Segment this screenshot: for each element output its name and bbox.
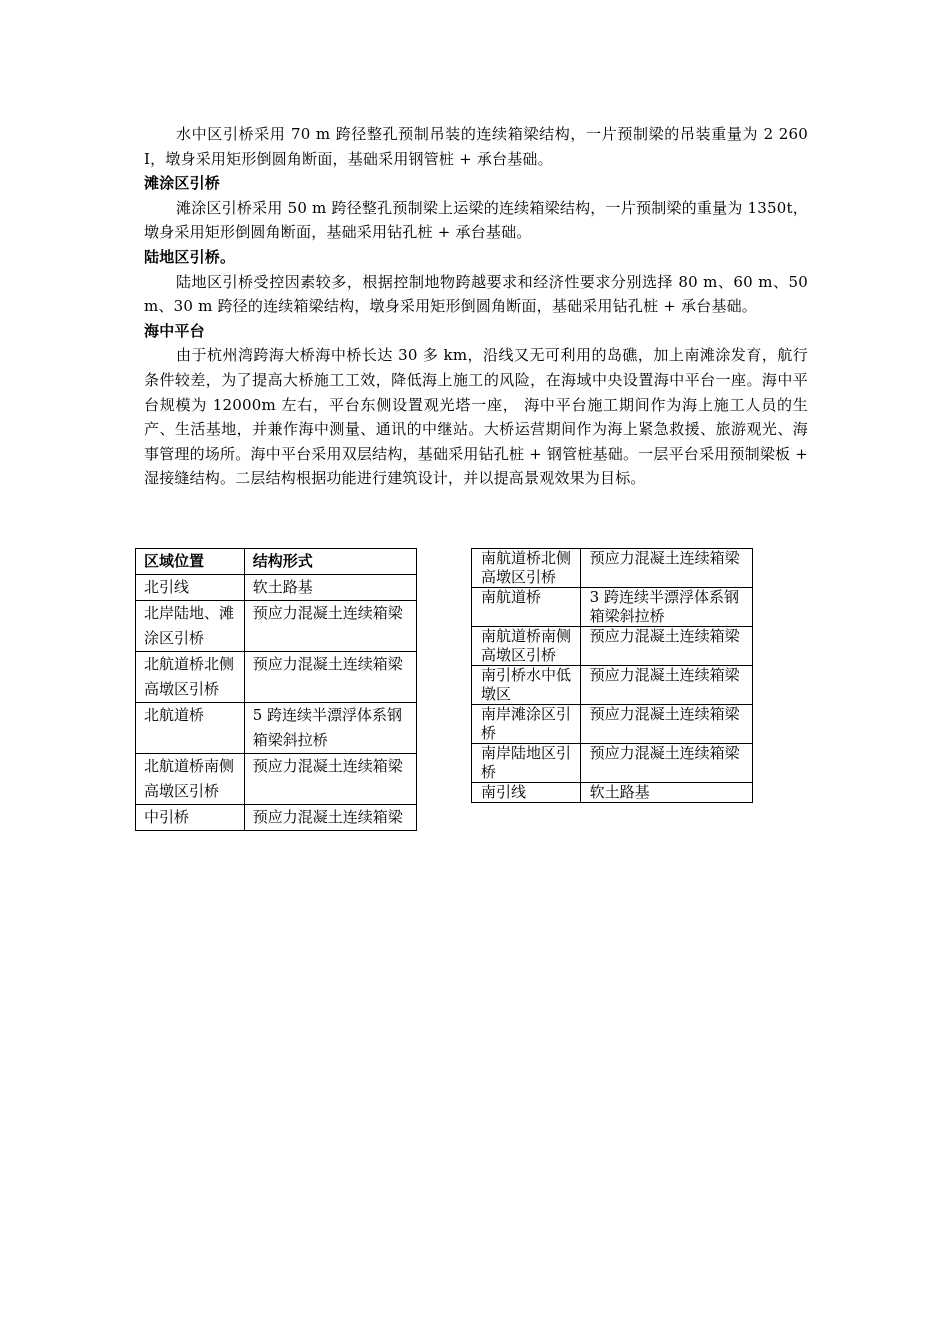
region-cell: 北引线 [136,575,245,601]
structure-cell: 3 跨连续半漂浮体系钢箱梁斜拉桥 [580,588,752,627]
structure-cell: 软土路基 [244,575,416,601]
table-row [472,627,753,666]
paragraph-land-approach: 陆地区引桥受控因素较多，根据控制地物跨越要求和经济性要求分别选择 80 m、60 m、50 m、30 m 跨径的连续箱梁结构，墩身采用矩形倒圆角断面，基础采用钻孔桩 + 承台基础。 [144,272,808,316]
table-row [136,575,417,601]
structure-cell: 预应力混凝土连续箱梁 [580,666,752,705]
structure-cell: 5 跨连续半漂浮体系钢箱梁斜拉桥 [244,703,416,754]
table-row [472,666,753,705]
table-row [136,652,417,703]
header-structure: 结构形式 [244,549,416,575]
structure-cell: 预应力混凝土连续箱梁 [244,754,416,805]
region-cell: 南航道桥南侧高墩区引桥 [472,627,581,666]
region-cell: 南引线 [472,783,581,803]
table-row [472,705,753,744]
table-row [472,549,753,588]
table-row [472,744,753,783]
structure-cell: 软土路基 [580,783,752,803]
region-cell: 北航道桥北侧高墩区引桥 [136,652,245,703]
paragraph-tidal-flat-approach: 滩涂区引桥采用 50 m 跨径整孔预制梁上运梁的连续箱梁结构，一片预制梁的重量为 1350t，墩身采用矩形倒圆角断面，基础采用钻孔桩 + 承台基础。 [144,198,808,242]
table-row [136,805,417,831]
table-row [472,783,753,803]
region-cell: 北航道桥南侧高墩区引桥 [136,754,245,805]
table-header-row [136,549,417,575]
structure-cell: 预应力混凝土连续箱梁 [244,805,416,831]
structure-cell: 预应力混凝土连续箱梁 [580,549,752,588]
structure-cell: 预应力混凝土连续箱梁 [244,652,416,703]
table-row [472,588,753,627]
heading-tidal-flat-approach: 滩涂区引桥 [144,174,221,193]
region-cell: 南航道桥北侧高墩区引桥 [472,549,581,588]
structure-cell: 预应力混凝土连续箱梁 [580,705,752,744]
structure-cell: 预应力混凝土连续箱梁 [580,744,752,783]
structure-cell: 预应力混凝土连续箱梁 [244,601,416,652]
header-region: 区域位置 [136,549,245,575]
region-cell: 南岸陆地区引桥 [472,744,581,783]
table-row [136,703,417,754]
region-cell: 北航道桥 [136,703,245,754]
heading-land-approach: 陆地区引桥。 [144,247,236,266]
structure-table-right [471,548,753,803]
region-cell: 南航道桥 [472,588,581,627]
paragraph-water-approach: 水中区引桥采用 70 m 跨径整孔预制吊装的连续箱梁结构，一片预制梁的吊装重量为 2 260 I，墩身采用矩形倒圆角断面，基础采用钢管桩 + 承台基础。 [144,125,808,168]
paragraph-sea-platform: 由于杭州湾跨海大桥海中桥长达 30 多 km，沿线又无可利用的岛礁，加上南滩涂发育，航行条件较差，为了提高大桥施工工效，降低海上施工的风险，在海域中央设置海中平台一座。海中平台规模为 12000m 左右，平台东侧设置观光塔一座， 海中平台施工期间作为海上施工人员的生产、生活基地，并兼作海中测量、通讯的中继站。大桥运营期间作为海上紧急救援、旅游观光、海事管理的场所。海中平台采用双层结构，基础采用钻孔桩 + 钢管桩基础。一层平台采用预制梁板 + 湿接缝结构。二层结构根据功能进行建筑设计，并以提高景观效果为目标。 [144,346,808,488]
region-cell: 南岸滩涂区引桥 [472,705,581,744]
table-row [136,601,417,652]
region-cell: 北岸陆地、滩涂区引桥 [136,601,245,652]
body-text [144,122,808,491]
table-row [136,754,417,805]
region-cell: 中引桥 [136,805,245,831]
region-cell: 南引桥水中低墩区 [472,666,581,705]
structure-cell: 预应力混凝土连续箱梁 [580,627,752,666]
structure-table-left [135,548,417,831]
heading-sea-platform: 海中平台 [144,321,205,340]
